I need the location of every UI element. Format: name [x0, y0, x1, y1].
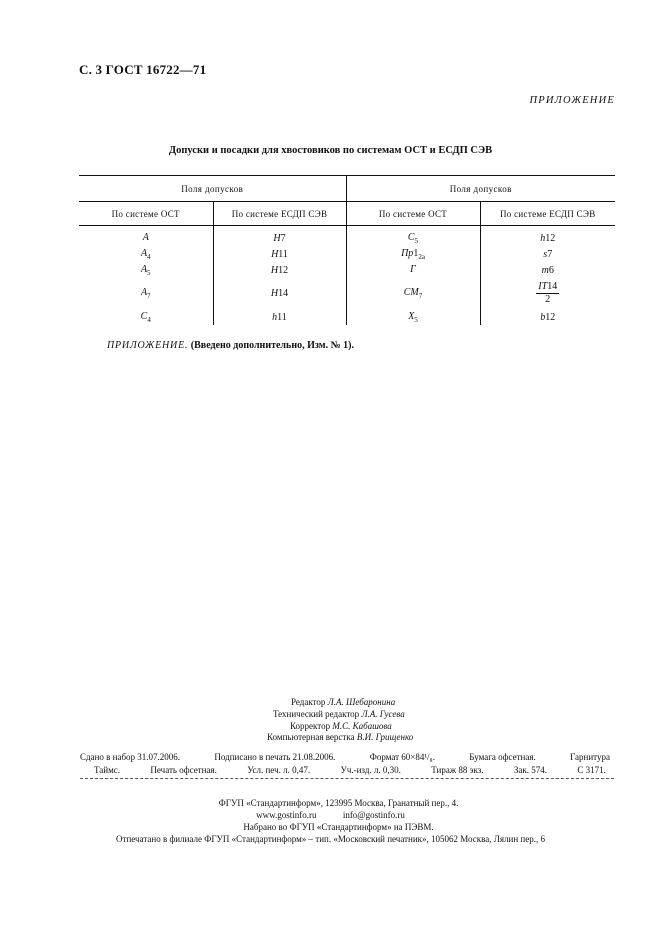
column-header: По системе ЕСДП СЭВ	[213, 202, 346, 226]
publisher-block	[0, 797, 661, 845]
credits-block	[0, 697, 661, 744]
table-column-header-row	[79, 202, 615, 226]
esdp-cell: h11	[213, 309, 346, 325]
appendix-note	[107, 340, 354, 351]
esdp-cell: s7	[480, 246, 615, 262]
column-header: По системе ОСТ	[346, 202, 480, 226]
ost-cell: $C_5$	[346, 226, 480, 247]
esdp-cell: H12	[213, 262, 346, 278]
esdp-fraction-cell	[480, 278, 615, 309]
table-row	[79, 278, 615, 309]
publisher-contacts	[0, 809, 661, 821]
page-header: С. 3 ГОСТ 16722—71	[79, 62, 207, 77]
appendix-label: ПРИЛОЖЕНИЕ	[529, 95, 615, 106]
esdp-cell: m6	[480, 262, 615, 278]
ost-cell: Г	[346, 262, 480, 278]
imprint-row: Сдано в набор 31.07.2006. Подписано в печать 21.08.2006. Формат 60×84¹/₈. Бумага офсетная. Гарнитура	[80, 752, 610, 762]
ost-cell: $Х_5$	[346, 309, 480, 325]
esdp-cell: H11	[213, 246, 346, 262]
table-row	[79, 262, 615, 278]
fraction: $\frac{IT14}{2}$	[538, 281, 558, 305]
credit-line: Корректор М.С. Кабашова	[290, 720, 392, 731]
table-row	[79, 226, 615, 247]
group-header-right: Поля допусков	[346, 176, 615, 202]
esdp-cell: b12	[480, 309, 615, 325]
print-note: Отпечатано в филиале ФГУП «Стандартинформ» – тип. «Московский печатник», 105062 Москва, Лялин пер., 6	[116, 834, 545, 844]
column-header: По системе ОСТ	[79, 202, 213, 226]
esdp-cell: h12	[480, 226, 615, 247]
typeset-note: Набрано во ФГУП «Стандартинформ» на ПЭВМ.	[243, 822, 434, 832]
credit-line: Редактор Л.А. Шебаронина	[291, 697, 396, 707]
tolerance-table	[79, 175, 615, 325]
ost-cell: $A_7$	[140, 287, 151, 300]
esdp-cell: H14	[213, 278, 346, 309]
table-row	[79, 246, 615, 262]
table-title: Допуски и посадки для хвостовиков по системам ОСТ и ЕСДП СЭВ	[168, 145, 493, 156]
group-header-left: Поля допусков	[79, 176, 346, 202]
ost-cell: $C_4$	[140, 310, 151, 324]
ost-cell: A	[142, 231, 149, 243]
note-label: ПРИЛОЖЕНИЕ.	[107, 340, 189, 351]
ost-cell: $Пр1_{2а}$	[346, 246, 480, 262]
ost-cell: $A_5$	[140, 263, 151, 277]
column-header: По системе ЕСДП СЭВ	[480, 202, 615, 226]
website-link: www.gostinfo.ru	[256, 810, 317, 820]
credit-line: Компьютерная верстка В.И. Грищенко	[267, 732, 414, 743]
divider	[80, 778, 614, 779]
ost-cell: $СМ_7$	[346, 278, 480, 309]
imprint-row: Таймс. Печать офсетная. Усл. печ. л. 0,47. Уч.-изд. л. 0,30. Тираж 88 экз. Зак. 574. С 3171.	[94, 765, 606, 775]
ost-cell: $A_4$	[140, 247, 151, 261]
esdp-cell: H7	[213, 226, 346, 247]
credit-line: Технический редактор Л.А. Гусева	[273, 708, 405, 719]
imprint-block	[80, 751, 610, 777]
table-row	[79, 309, 615, 325]
publisher-address: ФГУП «Стандартинформ», 123995 Москва, Гранатный пер., 4.	[218, 798, 459, 808]
email-link: info@gostinfo.ru	[342, 810, 405, 820]
table-group-header-row	[79, 176, 615, 202]
note-text: (Введено дополнительно, Изм. № 1).	[190, 340, 354, 351]
